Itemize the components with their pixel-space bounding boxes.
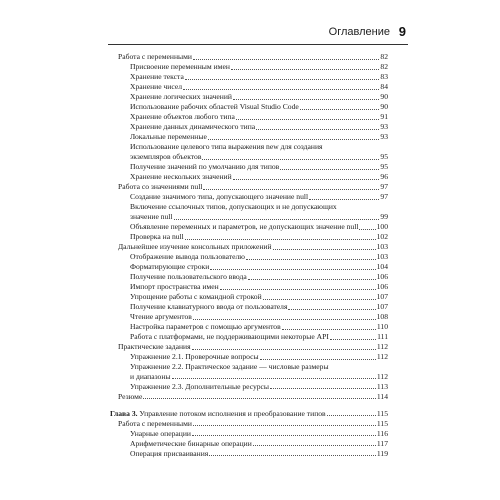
toc-entry-title: Дальнейшее изучение консольных приложений xyxy=(118,241,272,251)
toc-entry[interactable] xyxy=(110,102,388,112)
toc-entry[interactable] xyxy=(110,272,388,282)
dot-leader xyxy=(260,352,376,360)
toc-entry-page: 108 xyxy=(376,311,388,321)
chapter-label: Глава 3. xyxy=(110,408,138,418)
toc-entry-page: 106 xyxy=(376,271,388,281)
toc-entry-page: 112 xyxy=(376,351,388,361)
toc-entry[interactable] xyxy=(110,292,388,302)
toc-entry-page: 115 xyxy=(376,408,388,418)
toc-entry-page: 97 xyxy=(380,182,388,191)
toc-entry-title: Упражнение 2.2. Практическое задание — числовые размеры xyxy=(130,361,329,371)
toc-entry-title: Хранение чисел xyxy=(130,82,182,92)
toc-entry-title: Работа со значениями null xyxy=(118,182,203,191)
header-rule xyxy=(108,44,408,45)
toc-entry[interactable] xyxy=(110,232,388,242)
toc-entry-title: Хранение текста xyxy=(130,72,184,82)
toc-entry-title: Работа с платформами, не поддерживающими некоторые API xyxy=(130,331,329,341)
dot-leader xyxy=(172,371,376,379)
toc-entry-page: 100 xyxy=(376,221,388,231)
toc-entry-title: Работа с переменными xyxy=(118,52,192,62)
dot-leader xyxy=(192,342,376,350)
toc-entry-page: 93 xyxy=(380,122,388,132)
toc-entry-title: Упрощение работы с командной строкой xyxy=(130,291,262,301)
dot-leader xyxy=(203,182,379,190)
dot-leader xyxy=(202,152,379,160)
dot-leader xyxy=(233,172,380,180)
toc-entry-page: 113 xyxy=(376,381,388,391)
toc-entry-title: Локальные переменные xyxy=(130,132,207,142)
toc-entry[interactable] xyxy=(110,428,388,438)
toc-entry-title-cont: экземпляров объектов xyxy=(130,152,202,161)
toc-entry[interactable] xyxy=(110,172,388,182)
toc-entry-page: 116 xyxy=(376,428,388,438)
toc-entry-title: Хранение нескольких значений xyxy=(130,172,232,181)
toc-entry[interactable] xyxy=(110,112,388,122)
dot-leader xyxy=(246,252,376,260)
dot-leader xyxy=(253,438,376,446)
toc-entry[interactable] xyxy=(110,72,388,82)
toc-entry[interactable] xyxy=(110,302,388,312)
dot-leader xyxy=(193,52,379,60)
toc-entry-title: Форматирующие строки xyxy=(130,261,210,271)
page-number: 9 xyxy=(398,24,406,39)
dot-leader xyxy=(233,92,379,100)
toc-entry-title: Присвоение переменным имен xyxy=(130,62,230,72)
toc-entry[interactable] xyxy=(110,122,388,132)
dot-leader xyxy=(174,212,380,220)
toc-chapter-entry[interactable] xyxy=(110,408,388,418)
toc-entry-title: Операция присваивания xyxy=(130,448,209,458)
dot-leader xyxy=(280,162,379,170)
dot-leader xyxy=(327,408,376,416)
toc-entry[interactable] xyxy=(110,192,388,202)
toc-entry[interactable] xyxy=(110,381,388,391)
toc-entry-page: 103 xyxy=(376,241,388,251)
toc-entry-title: Использование рабочих областей Visual Studio Code xyxy=(130,102,299,112)
toc-entry-title: Получение клавиатурного ввода от пользователя xyxy=(130,301,288,311)
toc-entry[interactable] xyxy=(110,202,388,222)
toc-entry[interactable] xyxy=(110,438,388,448)
toc-entry-page: 115 xyxy=(376,418,388,428)
dot-leader xyxy=(209,448,376,456)
toc-entry-page: 83 xyxy=(380,72,388,82)
toc-entry-title: Чтение аргументов xyxy=(130,311,192,321)
dot-leader xyxy=(143,391,376,399)
dot-leader xyxy=(300,102,380,110)
dot-leader xyxy=(210,262,375,270)
dot-leader xyxy=(193,312,376,320)
toc-entry-page: 97 xyxy=(380,192,388,201)
toc-entry-title: Упражнение 2.1. Проверочные вопросы xyxy=(130,351,259,361)
toc-entry-title: Импорт пространства имен xyxy=(130,281,219,291)
toc-entry-page: 102 xyxy=(376,231,388,241)
toc-entry[interactable] xyxy=(110,352,388,362)
toc-entry-title: Арифметические бинарные операции xyxy=(130,438,252,448)
toc-entry-title: Создание значимого типа, допускающего значение null xyxy=(130,192,309,201)
toc-entry[interactable] xyxy=(110,312,388,322)
toc-entry[interactable] xyxy=(110,62,388,72)
toc-entry-page: 84 xyxy=(380,82,388,92)
toc-entry-page: 91 xyxy=(380,112,388,122)
dot-leader xyxy=(359,222,375,230)
toc-entry[interactable] xyxy=(110,391,388,401)
toc-entry-page: 110 xyxy=(376,321,388,331)
toc-entry[interactable] xyxy=(110,222,388,232)
dot-leader xyxy=(288,302,375,310)
toc-entry-title: Проверка на null xyxy=(130,231,184,241)
dot-leader xyxy=(273,242,376,250)
toc-entry-page: 104 xyxy=(376,261,388,271)
toc-entry[interactable] xyxy=(110,92,388,102)
toc-entry-page: 93 xyxy=(380,132,388,142)
toc-entry-page: 90 xyxy=(380,102,388,112)
toc-entry-page: 90 xyxy=(380,92,388,102)
toc-entry-title: Упражнение 2.3. Дополнительные ресурсы xyxy=(130,381,270,391)
toc-entry-title: Хранение логических значений xyxy=(130,92,232,102)
toc-entry-title-cont: значение null xyxy=(130,211,173,221)
table-of-contents xyxy=(110,52,388,458)
toc-entry[interactable] xyxy=(110,448,388,458)
dot-leader xyxy=(185,232,376,240)
toc-entry-title: Глава 3. Управление потоком исполнения и преобразование типов xyxy=(110,408,326,418)
toc-entry-page: 112 xyxy=(376,341,388,351)
dot-leader xyxy=(185,72,380,80)
toc-entry[interactable] xyxy=(110,362,388,382)
toc-entry-page: 114 xyxy=(376,391,388,401)
dot-leader xyxy=(231,62,379,70)
toc-entry-page: 82 xyxy=(380,52,388,62)
toc-entry-page: 117 xyxy=(376,438,388,448)
toc-entry[interactable] xyxy=(110,182,388,192)
toc-entry-title: Использование целевого типа выражения new для создания xyxy=(130,142,323,151)
toc-entry-page: 111 xyxy=(377,331,388,341)
toc-entry-title: Хранение объектов любого типа xyxy=(130,112,235,122)
dot-leader xyxy=(208,132,380,140)
toc-entry-title: Получение пользовательского ввода xyxy=(130,271,247,281)
dot-leader xyxy=(183,82,379,90)
dot-leader xyxy=(193,418,376,426)
toc-entry-page: 95 xyxy=(380,152,388,161)
toc-entry[interactable] xyxy=(110,242,388,252)
toc-entry[interactable] xyxy=(110,342,388,352)
toc-entry-page: 99 xyxy=(380,211,388,221)
toc-entry-page: 119 xyxy=(376,448,388,458)
toc-entry-title: Включение ссылочных типов, допускающих и не допускающих xyxy=(130,201,337,211)
toc-entry[interactable] xyxy=(110,132,388,142)
toc-entry[interactable] xyxy=(110,322,388,332)
toc-entry-title: Настройка параметров с помощью аргументов xyxy=(130,321,281,331)
toc-entry-page: 107 xyxy=(376,291,388,301)
dot-leader xyxy=(282,322,376,330)
toc-entry-title: Хранение данных динамического типа xyxy=(130,122,256,132)
toc-entry-page: 82 xyxy=(380,62,388,72)
toc-entry-title: Практические задания xyxy=(118,341,191,351)
dot-leader xyxy=(330,332,376,340)
toc-entry-page: 106 xyxy=(376,281,388,291)
dot-leader xyxy=(220,282,376,290)
toc-entry-title: Унарные операции xyxy=(130,428,191,438)
toc-entry-page: 103 xyxy=(376,251,388,261)
dot-leader xyxy=(256,122,379,130)
toc-entry[interactable] xyxy=(110,142,388,162)
toc-entry-title: Объявление переменных и параметров, не допускающих значение null xyxy=(130,221,359,231)
dot-leader xyxy=(270,381,376,389)
toc-entry-page: 95 xyxy=(380,162,388,171)
toc-entry[interactable] xyxy=(110,52,388,62)
toc-entry-title: Резюме xyxy=(118,391,143,401)
toc-entry-page: 112 xyxy=(376,371,388,381)
dot-leader xyxy=(192,428,376,436)
toc-entry[interactable] xyxy=(110,282,388,292)
toc-entry[interactable] xyxy=(110,82,388,92)
dot-leader xyxy=(263,292,376,300)
toc-entry[interactable] xyxy=(110,252,388,262)
dot-leader xyxy=(309,192,379,200)
toc-entry-page: 107 xyxy=(376,301,388,311)
header-title: Оглавление xyxy=(328,26,390,38)
toc-entry-page: 96 xyxy=(380,172,388,181)
toc-entry[interactable] xyxy=(110,262,388,272)
toc-entry[interactable] xyxy=(110,332,388,342)
toc-entry-title-cont: и диапазоны xyxy=(130,371,171,381)
toc-entry[interactable] xyxy=(110,162,388,172)
dot-leader xyxy=(248,272,376,280)
toc-entry-title: Работа с переменными xyxy=(118,418,192,428)
dot-leader xyxy=(236,112,380,120)
toc-entry-title: Отображение вывода пользователю xyxy=(130,251,245,261)
running-header xyxy=(0,0,500,40)
toc-entry-title: Получение значений по умолчанию для типов xyxy=(130,162,280,171)
toc-entry[interactable] xyxy=(110,418,388,428)
